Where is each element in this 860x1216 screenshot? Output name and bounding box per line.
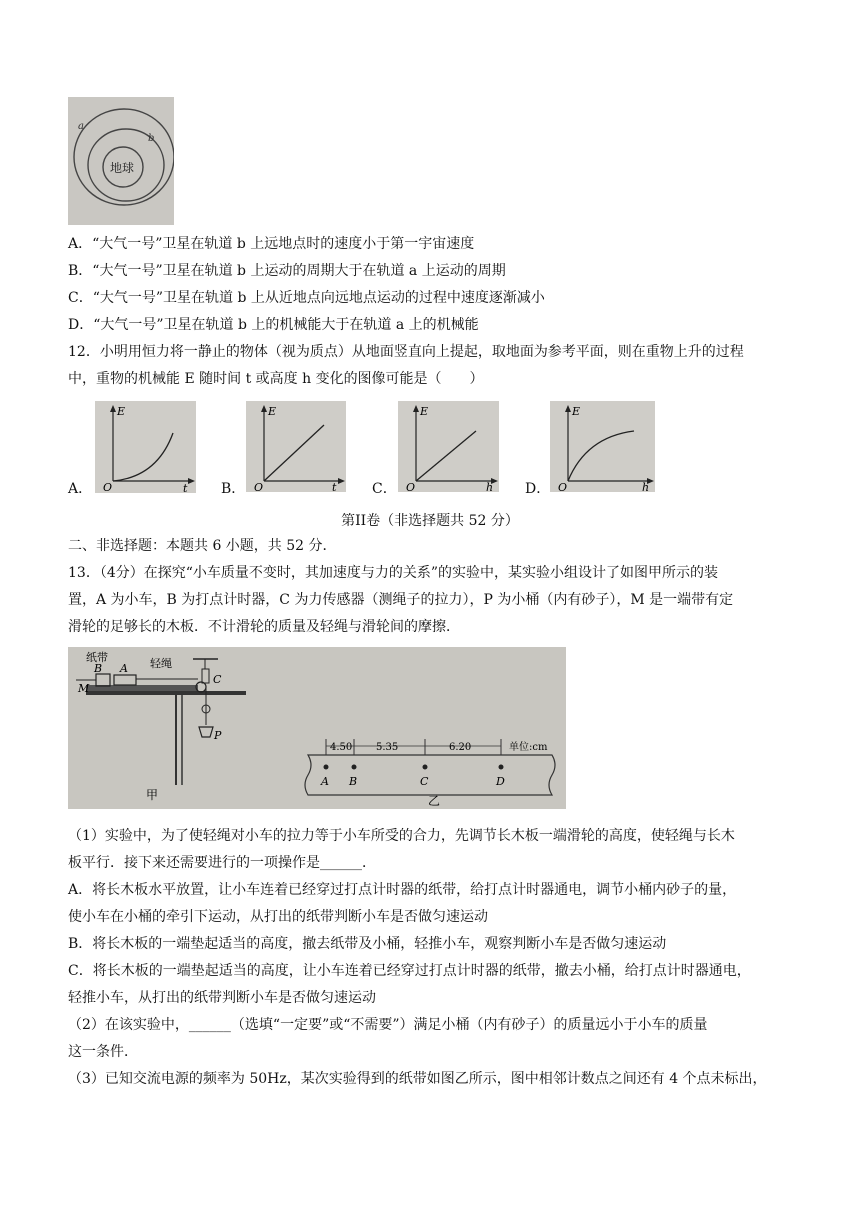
graph-c-y: E <box>420 405 429 418</box>
tape-label-a: A <box>321 775 329 788</box>
q13-p2-line-2: 这一条件． <box>68 1044 138 1060</box>
orbit-b-label: b <box>148 133 155 144</box>
graph-a-origin: O <box>103 481 113 493</box>
q13-option-c-2: 轻推小车，从打出的纸带判断小车是否做匀速运动 <box>68 990 376 1006</box>
label-m: M <box>78 682 90 695</box>
tape-label-b: B <box>349 775 358 788</box>
q13-option-b: B．将长木板的一端垫起适当的高度，撤去纸带及小桶，轻推小车，观察判断小车是否做匀速运动 <box>68 936 667 952</box>
label-p: P <box>214 729 222 742</box>
graph-c-label: C． <box>372 481 397 497</box>
tape-point-c <box>423 765 428 770</box>
graph-d-x: h <box>642 481 650 492</box>
q13-line-3: 滑轮的足够长的木板．不计滑轮的质量及轻绳与滑轮间的摩擦． <box>68 619 460 635</box>
tape-d3: 6.20 <box>449 742 472 753</box>
graph-b-svg <box>246 401 346 492</box>
graph-b <box>246 401 346 492</box>
tape-d2: 5.35 <box>376 742 399 753</box>
graph-a-label: A． <box>68 481 93 497</box>
label-a: A <box>120 662 128 675</box>
graph-a-x: t <box>183 482 188 493</box>
q13-line-1: 13．（4分）在探究“小车质量不变时，其加速度与力的关系”的实验中，某实验小组设计了如图甲所示的装 <box>68 565 719 581</box>
tape-unit: 单位:cm <box>509 742 548 753</box>
orbit-figure <box>68 97 174 225</box>
q13-p1-line-1: （1）实验中，为了使轻绳对小车的拉力等于小车所受的合力，先调节长木板一端滑轮的高度，使轻绳与长木 <box>68 828 735 844</box>
graph-c-origin: O <box>406 481 416 492</box>
section-2-title: 第II卷（非选择题共 52 分） <box>341 513 519 529</box>
experiment-figure <box>68 647 566 809</box>
q11-option-c: C．“大气一号”卫星在轨道 b 上从近地点向远地点运动的过程中速度逐渐减小 <box>68 290 545 306</box>
graph-d-label: D． <box>525 481 551 497</box>
label-jia: 甲 <box>146 788 159 802</box>
q12-line-1: 12．小明用恒力将一静止的物体（视为质点）从地面竖直向上提起，取地面为参考平面，则在重物上升的过程 <box>68 344 744 360</box>
q11-option-a: A．“大气一号”卫星在轨道 b 上远地点时的速度小于第一宇宙速度 <box>68 236 475 252</box>
graph-c-svg <box>398 401 499 492</box>
graph-b-origin: O <box>254 481 264 492</box>
q13-line-2: 置，A 为小车，B 为打点计时器，C 为力传感器（测绳子的拉力），P 为小桶（内有砂子），M 是一端带有定 <box>68 592 734 608</box>
earth-label: 地球 <box>110 161 135 175</box>
graph-c <box>398 401 499 492</box>
label-c: C <box>213 673 222 686</box>
timer-b <box>96 674 110 686</box>
experiment-svg <box>68 647 566 809</box>
q11-option-b: B．“大气一号”卫星在轨道 b 上运动的周期大于在轨道 a 上运动的周期 <box>68 263 506 279</box>
graph-b-y: E <box>268 405 277 418</box>
graph-d-svg <box>550 401 655 492</box>
sensor-c <box>202 669 209 683</box>
q13-option-c-1: C．将长木板的一端垫起适当的高度，让小车连着已经穿过打点计时器的纸带，撤去小桶，给打点计时器通电， <box>68 963 751 979</box>
graph-a-svg <box>95 401 196 493</box>
q13-option-a-1: A．将长木板水平放置，让小车连着已经穿过打点计时器的纸带，给打点计时器通电，调节小桶内砂子的量， <box>68 882 737 898</box>
section-2-heading: 二、非选择题：本题共 6 小题，共 52 分． <box>68 538 337 554</box>
q13-option-a-2: 使小车在小桶的牵引下运动，从打出的纸带判断小车是否做匀速运动 <box>68 909 488 925</box>
tape-point-a <box>324 765 329 770</box>
table-top <box>86 691 246 695</box>
q11-option-d: D．“大气一号”卫星在轨道 b 上的机械能大于在轨道 a 上的机械能 <box>68 317 479 333</box>
tape-point-b <box>352 765 357 770</box>
graph-a-y: E <box>117 405 126 418</box>
graph-b-label: B． <box>221 481 246 497</box>
orbit-a-label: a <box>78 121 84 132</box>
label-rope: 轻绳 <box>150 657 172 670</box>
graph-b-x: t <box>332 481 337 492</box>
bucket-p <box>199 727 213 737</box>
tape-d1: 4.50 <box>330 742 353 753</box>
tape-point-d <box>499 765 504 770</box>
orbit-diagram <box>68 97 174 225</box>
tape-label-c: C <box>420 775 429 788</box>
graph-d <box>550 401 655 492</box>
label-yi: 乙 <box>428 794 441 808</box>
label-b: B <box>94 662 103 675</box>
paper-tape-strip <box>305 755 555 795</box>
label-tape: 纸带 <box>86 651 108 664</box>
graph-c-x: h <box>486 481 494 492</box>
q12-line-2: 中，重物的机械能 E 随时间 t 或高度 h 变化的图像可能是（ ） <box>68 371 484 387</box>
tape-label-d: D <box>496 775 505 788</box>
graph-d-y: E <box>572 405 581 418</box>
q13-p2-line-1: （2）在该实验中，______（选填“一定要”或“不需要”）满足小桶（内有砂子）的质量远小于小车的质量 <box>68 1017 708 1033</box>
q13-p3-line-1: （3）已知交流电源的频率为 50Hz，某次实验得到的纸带如图乙所示，图中相邻计数点之间还有 4 个点未标出， <box>68 1071 767 1087</box>
cart-a <box>114 675 136 685</box>
graph-a <box>95 401 196 493</box>
q13-p1-line-2: 板平行．接下来还需要进行的一项操作是______． <box>68 855 376 871</box>
graph-d-origin: O <box>558 481 568 492</box>
